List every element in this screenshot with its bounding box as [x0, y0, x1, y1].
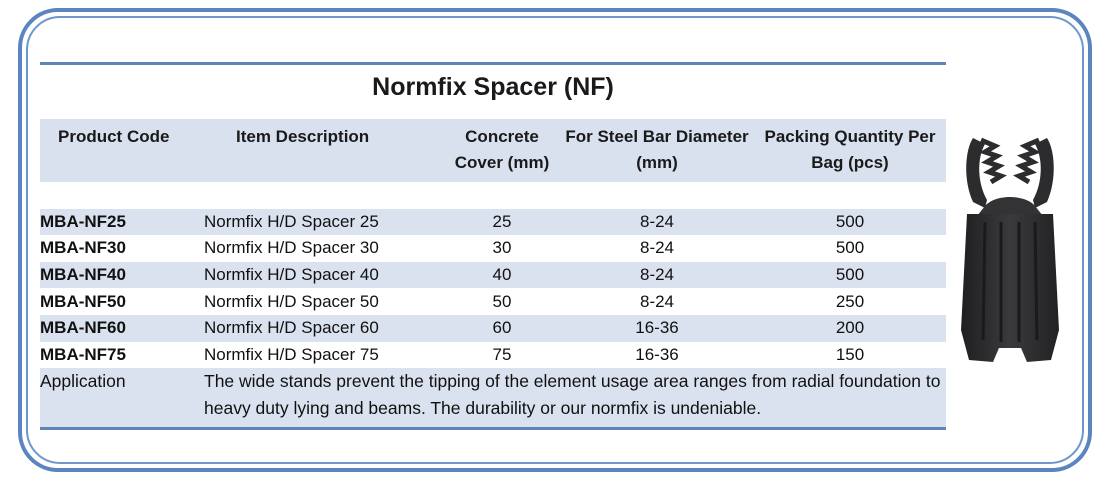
bottom-rule — [40, 427, 946, 430]
concrete-cover-cell: 50 — [444, 288, 560, 315]
application-text: The wide stands prevent the tipping of the element usage area ranges from radial foundation to heavy duty lying and beams. The durability or our normfix is undeniable. — [204, 368, 946, 427]
table-row — [40, 262, 946, 289]
bar-diameter-cell: 8-24 — [560, 235, 754, 262]
packing-quantity-cell: 500 — [754, 209, 946, 236]
item-description-cell: Normfix H/D Spacer 25 — [204, 209, 444, 236]
product-code-cell: MBA-NF50 — [40, 288, 204, 315]
bar-diameter-cell: 8-24 — [560, 262, 754, 289]
spec-sheet — [40, 62, 946, 430]
application-label: Application — [40, 368, 204, 427]
item-description-cell: Normfix H/D Spacer 40 — [204, 262, 444, 289]
header-item-description: Item Description — [204, 119, 444, 182]
table-row — [40, 235, 946, 262]
header-concrete-cover: Concrete Cover (mm) — [444, 119, 560, 182]
product-code-cell: MBA-NF60 — [40, 315, 204, 342]
bar-diameter-cell: 8-24 — [560, 288, 754, 315]
product-code-cell: MBA-NF75 — [40, 342, 204, 369]
concrete-cover-cell: 40 — [444, 262, 560, 289]
packing-quantity-cell: 250 — [754, 288, 946, 315]
bar-diameter-cell: 8-24 — [560, 209, 754, 236]
packing-quantity-cell: 150 — [754, 342, 946, 369]
application-row — [40, 368, 946, 427]
product-code-cell: MBA-NF30 — [40, 235, 204, 262]
concrete-cover-cell: 60 — [444, 315, 560, 342]
product-code-cell: MBA-NF40 — [40, 262, 204, 289]
concrete-cover-cell: 75 — [444, 342, 560, 369]
table-row — [40, 342, 946, 369]
table-row — [40, 209, 946, 236]
product-code-cell: MBA-NF25 — [40, 209, 204, 236]
item-description-cell: Normfix H/D Spacer 30 — [204, 235, 444, 262]
item-description-cell: Normfix H/D Spacer 75 — [204, 342, 444, 369]
item-description-cell: Normfix H/D Spacer 50 — [204, 288, 444, 315]
item-description-cell: Normfix H/D Spacer 60 — [204, 315, 444, 342]
header-steel-bar-diameter: For Steel Bar Diameter (mm) — [560, 119, 754, 182]
packing-quantity-cell: 500 — [754, 262, 946, 289]
packing-quantity-cell: 500 — [754, 235, 946, 262]
spec-table — [40, 119, 946, 427]
concrete-cover-cell: 30 — [444, 235, 560, 262]
packing-quantity-cell: 200 — [754, 315, 946, 342]
page-title: Normfix Spacer (NF) — [372, 73, 614, 101]
bar-diameter-cell: 16-36 — [560, 342, 754, 369]
bar-diameter-cell: 16-36 — [560, 315, 754, 342]
normfix-spacer-image — [955, 130, 1065, 370]
header-product-code: Product Code — [40, 119, 204, 182]
table-row — [40, 315, 946, 342]
concrete-cover-cell: 25 — [444, 209, 560, 236]
header-row — [40, 119, 946, 182]
header-packing-quantity: Packing Quantity Per Bag (pcs) — [754, 119, 946, 182]
table-row — [40, 288, 946, 315]
